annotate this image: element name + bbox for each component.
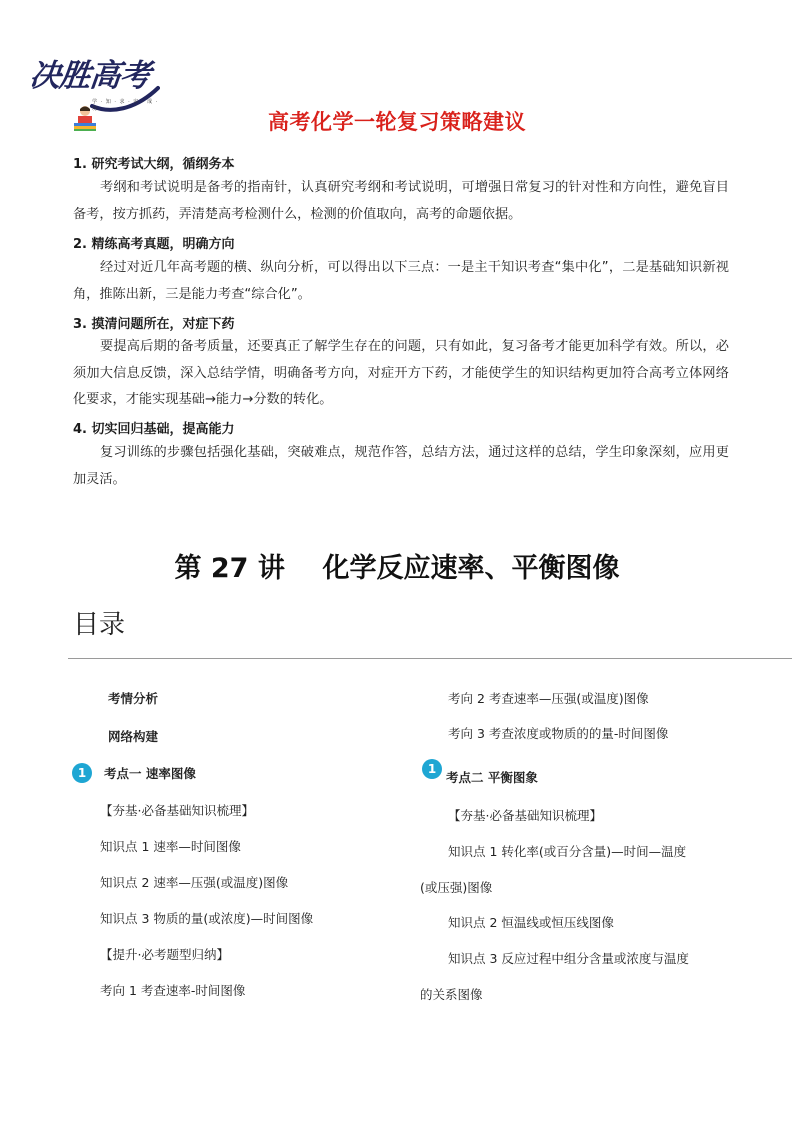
section-heading: 1. 研究考试大纲，循纲务本 — [73, 157, 235, 172]
toc-item-direction[interactable]: 考向 3 考查浓度或物质的的量-时间图像 — [448, 726, 669, 741]
toc-label-improve: 【提升·必考题型归纳】 — [100, 947, 229, 962]
logo-text: 决胜高考 — [27, 58, 152, 94]
toc-item-knowledge[interactable]: 知识点 1 速率—时间图像 — [100, 839, 241, 854]
toc-item-point-one[interactable]: 考点一 速率图像 — [104, 766, 196, 781]
toc-label-base: 【夯基·必备基础知识梳理】 — [100, 803, 254, 818]
banner-title: 高考化学一轮复习策略建议 — [268, 110, 526, 134]
toc-title: 目录 — [73, 610, 126, 640]
section-number-badge: 1 — [422, 759, 442, 779]
toc-item-direction[interactable]: 考向 2 考查速率—压强(或温度)图像 — [448, 691, 649, 706]
toc-item-direction[interactable]: 考向 1 考查速率-时间图像 — [100, 983, 246, 998]
section-body: 复习训练的步骤包括强化基础，突破难点，规范作答，总结方法，通过这样的总结，学生印象深刻，应用更加灵活。 — [73, 445, 729, 487]
toc-item-network[interactable]: 网络构建 — [108, 729, 159, 744]
lecture-title: 第 27 讲 化学反应速率、平衡图像 — [174, 553, 620, 584]
section-heading: 3. 摸清问题所在，对症下药 — [73, 317, 235, 332]
toc-item-knowledge[interactable]: 知识点 2 速率—压强(或温度)图像 — [100, 875, 289, 890]
section-heading: 2. 精练高考真题，明确方向 — [73, 237, 235, 252]
section-body: 经过对近几年高考题的横、纵向分析，可以得出以下三点：一是主干知识考查“集中化”，二是基础知识新视角，推陈出新，三是能力考查“综合化”。 — [73, 260, 729, 302]
section-body: 考纲和考试说明是备考的指南针，认真研究考纲和考试说明，可增强日常复习的针对性和方向性，避免盲目备考，按方抓药，弄清楚高考检测什么，检测的价值取向，高考的命题依据。 — [73, 180, 729, 222]
toc-item-knowledge[interactable]: 知识点 3 反应过程中组分含量或浓度与温度 — [448, 951, 689, 966]
toc-item-knowledge-cont[interactable]: (或压强)图像 — [420, 880, 493, 895]
toc-item-knowledge-cont[interactable]: 的关系图像 — [420, 987, 483, 1002]
toc-label-base: 【夯基·必备基础知识梳理】 — [448, 808, 602, 823]
toc-item-knowledge[interactable]: 知识点 2 恒温线或恒压线图像 — [448, 915, 614, 930]
section-number-badge: 1 — [72, 763, 92, 783]
toc-item-knowledge[interactable]: 知识点 1 转化率(或百分含量)—时间—温度 — [448, 844, 687, 859]
toc-divider — [68, 658, 792, 659]
toc-item-analysis[interactable]: 考情分析 — [108, 691, 159, 706]
section-body: 要提高后期的备考质量，还要真正了解学生存在的问题，只有如此，复习备考才能更加科学有效。所以，必须加大信息反馈，深入总结学情，明确备考方向，对症开方下药，才能使学生的知识结构更加符合高考立体网络化要求，才能实现基础→能力→分数的转化。 — [73, 339, 729, 407]
toc-item-point-two[interactable]: 考点二 平衡图象 — [446, 770, 538, 785]
toc-item-knowledge[interactable]: 知识点 3 物质的量(或浓度)—时间图像 — [100, 911, 314, 926]
logo-tagline: 学 · 知 · 求 · 实 · 成 · 功 — [92, 99, 159, 112]
section-heading: 4. 切实回归基础，提高能力 — [73, 422, 235, 437]
